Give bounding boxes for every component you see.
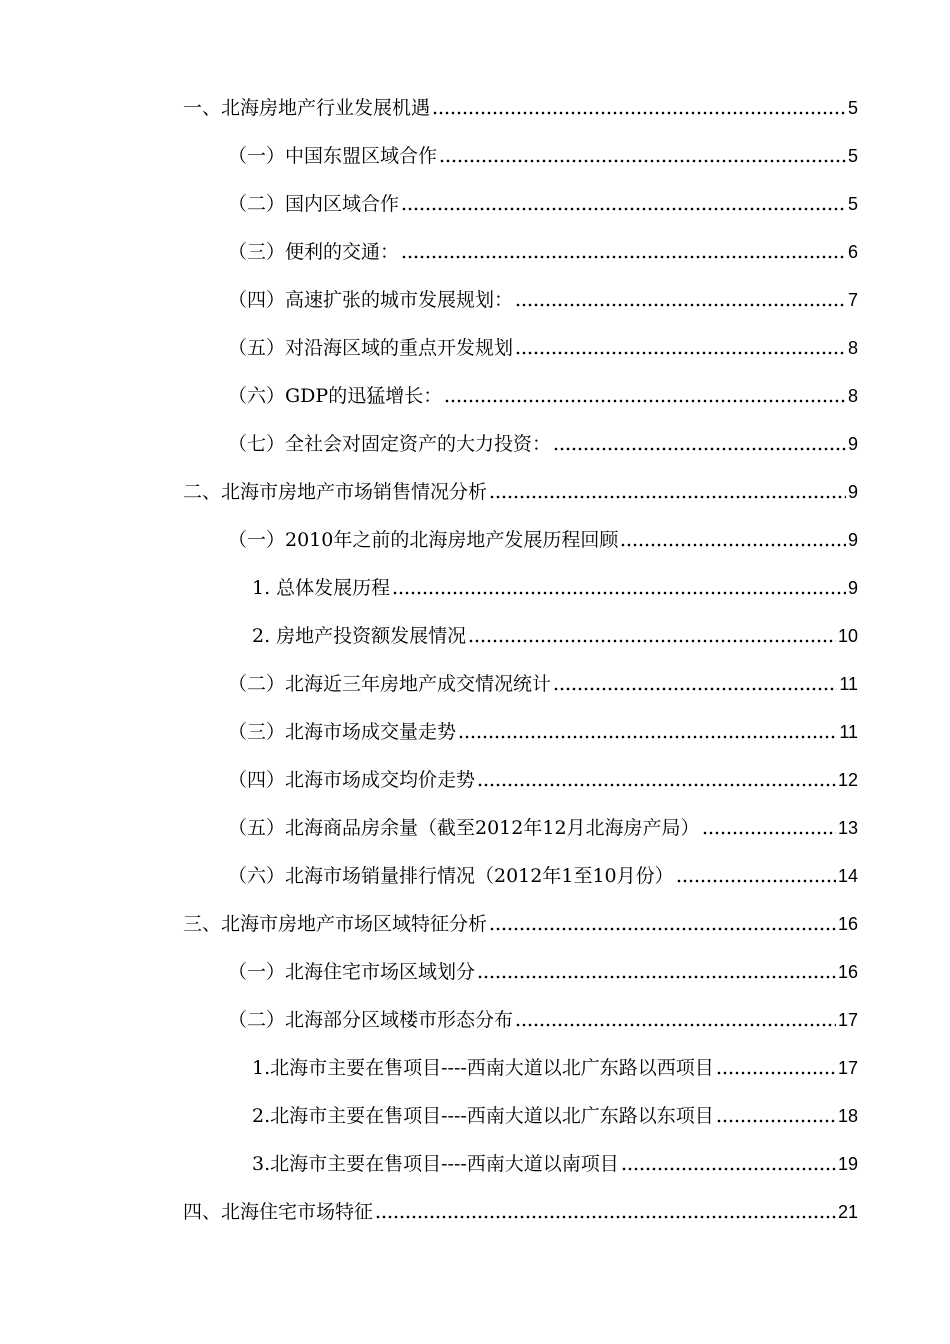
toc-entry-title: 2.北海市主要在售项目----西南大道以北广东路以东项目	[252, 1105, 714, 1127]
toc-page-number: 5	[847, 194, 858, 214]
toc-entry-title: （二）北海部分区域楼市形态分布	[228, 1009, 514, 1031]
toc-entry[interactable]	[228, 330, 858, 360]
toc-entry[interactable]	[228, 426, 858, 456]
dot-leader	[620, 542, 846, 548]
toc-entry[interactable]	[252, 1050, 858, 1080]
dot-leader	[375, 1214, 836, 1220]
toc-page-number: 7	[847, 290, 858, 310]
toc-entry-title: 1. 总体发展历程	[252, 577, 391, 599]
toc-page-number: 19	[837, 1154, 858, 1174]
toc-page-number: 11	[839, 722, 858, 742]
toc-page-number: 16	[837, 962, 858, 982]
dot-leader	[401, 254, 846, 260]
toc-entry[interactable]	[228, 714, 858, 744]
toc-page-number: 9	[847, 578, 858, 598]
toc-entry-title: （七）全社会对固定资产的大力投资：	[228, 433, 552, 455]
toc-entry[interactable]	[183, 906, 858, 936]
dot-leader	[392, 590, 846, 596]
toc-entry-title: （二）北海近三年房地产成交情况统计	[228, 673, 552, 695]
toc-entry[interactable]	[228, 282, 858, 312]
toc-entry[interactable]	[252, 618, 858, 648]
toc-page-number: 9	[847, 434, 858, 454]
toc-page-number: 9	[847, 482, 858, 502]
dot-leader	[716, 1070, 836, 1076]
toc-entry-title: 二、北海市房地产市场销售情况分析	[183, 481, 488, 503]
toc-page-number: 13	[837, 818, 858, 838]
toc-entry-title: 3.北海市主要在售项目----西南大道以南项目	[252, 1153, 619, 1175]
dot-leader	[621, 1166, 836, 1172]
toc-entry-title: （五）北海商品房余量（截至2012年12月北海房产局）	[228, 817, 700, 839]
toc-entry-title: （三）便利的交通：	[228, 241, 400, 263]
dot-leader	[477, 782, 836, 788]
toc-entry[interactable]	[228, 810, 858, 840]
dot-leader	[676, 878, 836, 884]
dot-leader	[489, 494, 846, 500]
toc-entry[interactable]	[228, 522, 858, 552]
toc-entry[interactable]	[252, 570, 858, 600]
toc-page-number: 18	[837, 1106, 858, 1126]
toc-page-number: 21	[837, 1202, 858, 1222]
toc-page-number: 9	[847, 530, 858, 550]
toc-entry-title: （一）2010年之前的北海房地产发展历程回顾	[228, 529, 619, 551]
toc-entry-title: （三）北海市场成交量走势	[228, 721, 457, 743]
dot-leader	[439, 158, 846, 164]
dot-leader	[432, 110, 846, 116]
toc-page-number: 12	[837, 770, 858, 790]
dot-leader	[468, 638, 836, 644]
toc-page-number: 16	[837, 914, 858, 934]
toc-entry[interactable]	[183, 90, 858, 120]
toc-entry[interactable]	[252, 1098, 858, 1128]
dot-leader	[702, 830, 836, 836]
toc-entry[interactable]	[228, 138, 858, 168]
dot-leader	[515, 302, 846, 308]
toc-entry-title: 1.北海市主要在售项目----西南大道以北广东路以西项目	[252, 1057, 714, 1079]
toc-entry[interactable]	[228, 1002, 858, 1032]
toc-page-number: 11	[839, 674, 858, 694]
toc-page-number: 5	[847, 98, 858, 118]
toc-entry-title: （六）北海市场销量排行情况（2012年1至10月份）	[228, 865, 674, 887]
toc-entry[interactable]	[183, 474, 858, 504]
toc-page-number: 10	[837, 626, 858, 646]
toc-page-number: 8	[847, 386, 858, 406]
toc-page-number: 17	[837, 1010, 858, 1030]
toc-entry[interactable]	[183, 1194, 858, 1224]
dot-leader	[401, 206, 846, 212]
toc-entry-title: （四）北海市场成交均价走势	[228, 769, 476, 791]
toc-page-number: 17	[837, 1058, 858, 1078]
toc-entry-title: 三、北海市房地产市场区域特征分析	[183, 913, 488, 935]
dot-leader	[444, 398, 846, 404]
toc-page-number: 6	[847, 242, 858, 262]
toc-entry-title: （五）对沿海区域的重点开发规划	[228, 337, 514, 359]
toc-entry[interactable]	[228, 186, 858, 216]
dot-leader	[477, 974, 836, 980]
toc-entry-title: 2. 房地产投资额发展情况	[252, 625, 467, 647]
dot-leader	[515, 350, 846, 356]
dot-leader	[458, 734, 837, 740]
toc-entry[interactable]	[228, 954, 858, 984]
toc-entry[interactable]	[228, 378, 858, 408]
toc-entry-title: 四、北海住宅市场特征	[183, 1201, 374, 1223]
toc-entry[interactable]	[228, 666, 858, 696]
dot-leader	[553, 686, 837, 692]
toc-entry[interactable]	[228, 234, 858, 264]
toc-entry[interactable]	[228, 858, 858, 888]
toc-entry-title: （一）中国东盟区域合作	[228, 145, 438, 167]
toc-page-number: 5	[847, 146, 858, 166]
dot-leader	[515, 1022, 836, 1028]
toc-page-number: 8	[847, 338, 858, 358]
toc-entry-title: （一）北海住宅市场区域划分	[228, 961, 476, 983]
dot-leader	[553, 446, 846, 452]
toc-entry[interactable]	[252, 1146, 858, 1176]
toc-entry[interactable]	[228, 762, 858, 792]
toc-entry-title: （二）国内区域合作	[228, 193, 400, 215]
dot-leader	[489, 926, 836, 932]
toc-entry-title: （四）高速扩张的城市发展规划：	[228, 289, 514, 311]
dot-leader	[716, 1118, 836, 1124]
toc-page-number: 14	[837, 866, 858, 886]
toc-entry-title: 一、北海房地产行业发展机遇	[183, 97, 431, 119]
toc-entry-title: （六）GDP的迅猛增长：	[228, 385, 443, 407]
